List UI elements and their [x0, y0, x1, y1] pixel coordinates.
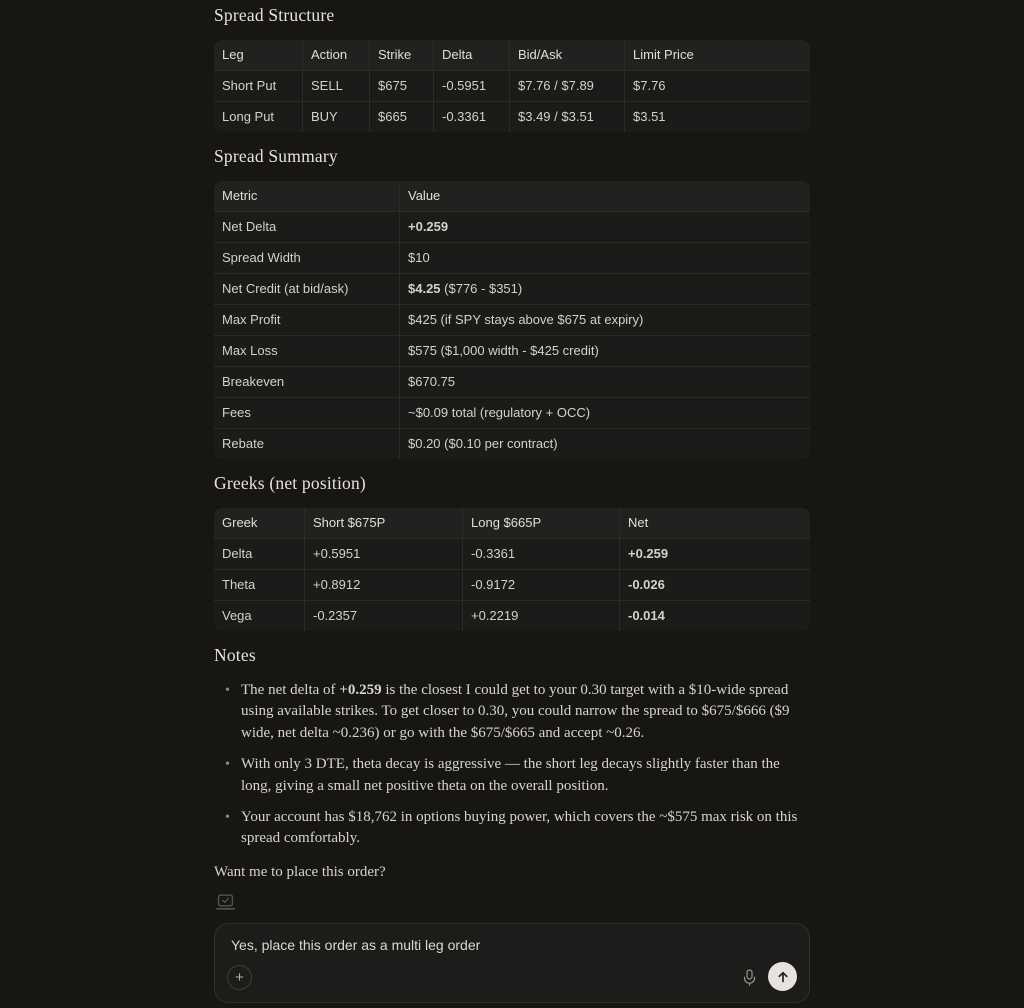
cell-metric: Net Credit (at bid/ask) [214, 274, 400, 305]
cell-short: -0.2357 [305, 601, 463, 631]
chat-message [214, 0, 810, 914]
cell-long: -0.3361 [463, 539, 620, 570]
table-header-row [214, 508, 810, 539]
cell-strike: $665 [370, 102, 434, 132]
bullet-icon: • [225, 810, 230, 826]
bullet-icon: • [225, 757, 230, 773]
table-row [214, 305, 810, 336]
value-strong: $4.25 [408, 281, 441, 296]
cell-greek: Delta [214, 539, 305, 570]
message-input[interactable]: Yes, place this order as a multi leg order [231, 937, 481, 953]
note-text-bold: +0.259 [339, 682, 382, 698]
cell-leg: Long Put [214, 102, 303, 132]
note-text [241, 682, 790, 741]
column-header-value: Value [400, 181, 810, 212]
table-row [214, 212, 810, 243]
table-row [214, 274, 810, 305]
cell-bidask: $3.49 / $3.51 [510, 102, 625, 132]
table-row [214, 336, 810, 367]
list-item [214, 807, 810, 850]
cell-leg: Short Put [214, 71, 303, 102]
note-text: With only 3 DTE, theta decay is aggressive — the short leg decays slightly faster than the long, giving a small net positive theta on the overall position. [241, 756, 780, 794]
bullet-icon: • [225, 683, 230, 698]
value-strong: +0.259 [408, 219, 449, 234]
cell-metric: Net Delta [214, 212, 400, 243]
section-title-notes: Notes [214, 645, 256, 665]
table-row [214, 102, 810, 132]
value-text: ($776 - $351) [440, 281, 523, 296]
table-row [214, 539, 810, 570]
column-header-bidask: Bid/Ask [510, 40, 625, 71]
cell-metric: Max Profit [214, 305, 400, 336]
cell-long: +0.2219 [463, 601, 620, 631]
laptop-check-icon [214, 892, 236, 914]
cell-value [400, 429, 810, 459]
cell-short: +0.5951 [305, 539, 463, 570]
table-header-row [214, 181, 810, 212]
notes-list [214, 680, 810, 850]
column-header-long-leg: Long $665P [463, 508, 620, 539]
column-header-metric: Metric [214, 181, 400, 212]
cell-metric: Rebate [214, 429, 400, 459]
cell-value [400, 212, 810, 243]
note-text: Your account has $18,762 in options buying power, which covers the ~$575 max risk on this spread comfortably. [241, 809, 798, 847]
cell-long: -0.9172 [463, 570, 620, 601]
cell-value [400, 367, 810, 398]
cell-metric: Fees [214, 398, 400, 429]
cell-net: +0.259 [620, 539, 810, 570]
note-text-segment: is the closest I could get to your 0.30 target with a $10-wide spread using available strikes. To get closer to 0.30, you could narrow the spread to $675/$666 ($9 wide, net delta ~0.236) or go with the $675/$665 and accept ~0.26. [241, 682, 790, 741]
value-text: $0.20 ($0.10 per contract) [408, 436, 558, 451]
list-item [214, 754, 810, 797]
microphone-icon [742, 969, 757, 987]
laptop-check-icon-svg [215, 892, 236, 913]
section-title-spread-summary: Spread Summary [214, 146, 338, 166]
column-header-delta: Delta [434, 40, 510, 71]
table-row [214, 367, 810, 398]
cell-net: -0.014 [620, 601, 810, 631]
cell-limit: $3.51 [625, 102, 810, 132]
table-header-row [214, 40, 810, 71]
section-title-greeks: Greeks (net position) [214, 473, 366, 493]
column-header-greek: Greek [214, 508, 305, 539]
composer [214, 923, 810, 1003]
table-row [214, 71, 810, 102]
table-row [214, 398, 810, 429]
section-title-spread-structure: Spread Structure [214, 5, 335, 25]
value-text: $575 ($1,000 width - $425 credit) [408, 343, 599, 358]
send-arrow-icon [775, 969, 791, 985]
cell-value [400, 305, 810, 336]
closing-question: Want me to place this order? [214, 863, 386, 880]
plus-icon: + [235, 969, 244, 986]
cell-value [400, 274, 810, 305]
column-header-strike: Strike [370, 40, 434, 71]
column-header-action: Action [303, 40, 370, 71]
send-button[interactable] [768, 962, 797, 991]
list-item [214, 680, 810, 744]
column-header-leg: Leg [214, 40, 303, 71]
microphone-button[interactable] [740, 968, 758, 988]
table-row [214, 601, 810, 631]
cell-greek: Vega [214, 601, 305, 631]
spread-structure-table [214, 40, 810, 132]
cell-value [400, 336, 810, 367]
column-header-net: Net [620, 508, 810, 539]
table-row [214, 243, 810, 274]
attach-button[interactable] [227, 965, 252, 990]
cell-greek: Theta [214, 570, 305, 601]
table-row [214, 429, 810, 459]
column-header-short-leg: Short $675P [305, 508, 463, 539]
cell-metric: Spread Width [214, 243, 400, 274]
cell-metric: Max Loss [214, 336, 400, 367]
note-text-segment: The net delta of [241, 682, 340, 698]
cell-net: -0.026 [620, 570, 810, 601]
cell-value [400, 243, 810, 274]
column-header-limit: Limit Price [625, 40, 810, 71]
value-text: ~$0.09 total (regulatory + OCC) [408, 405, 591, 420]
cell-delta: -0.5951 [434, 71, 510, 102]
spread-summary-table [214, 181, 810, 459]
greeks-table [214, 508, 810, 631]
cell-bidask: $7.76 / $7.89 [510, 71, 625, 102]
cell-action: SELL [303, 71, 370, 102]
value-text: $670.75 [408, 374, 455, 389]
cell-metric: Breakeven [214, 367, 400, 398]
cell-delta: -0.3361 [434, 102, 510, 132]
table-row [214, 570, 810, 601]
cell-value [400, 398, 810, 429]
value-text: $10 [408, 250, 430, 265]
cell-action: BUY [303, 102, 370, 132]
cell-strike: $675 [370, 71, 434, 102]
cell-short: +0.8912 [305, 570, 463, 601]
cell-limit: $7.76 [625, 71, 810, 102]
value-text: $425 (if SPY stays above $675 at expiry) [408, 312, 644, 327]
